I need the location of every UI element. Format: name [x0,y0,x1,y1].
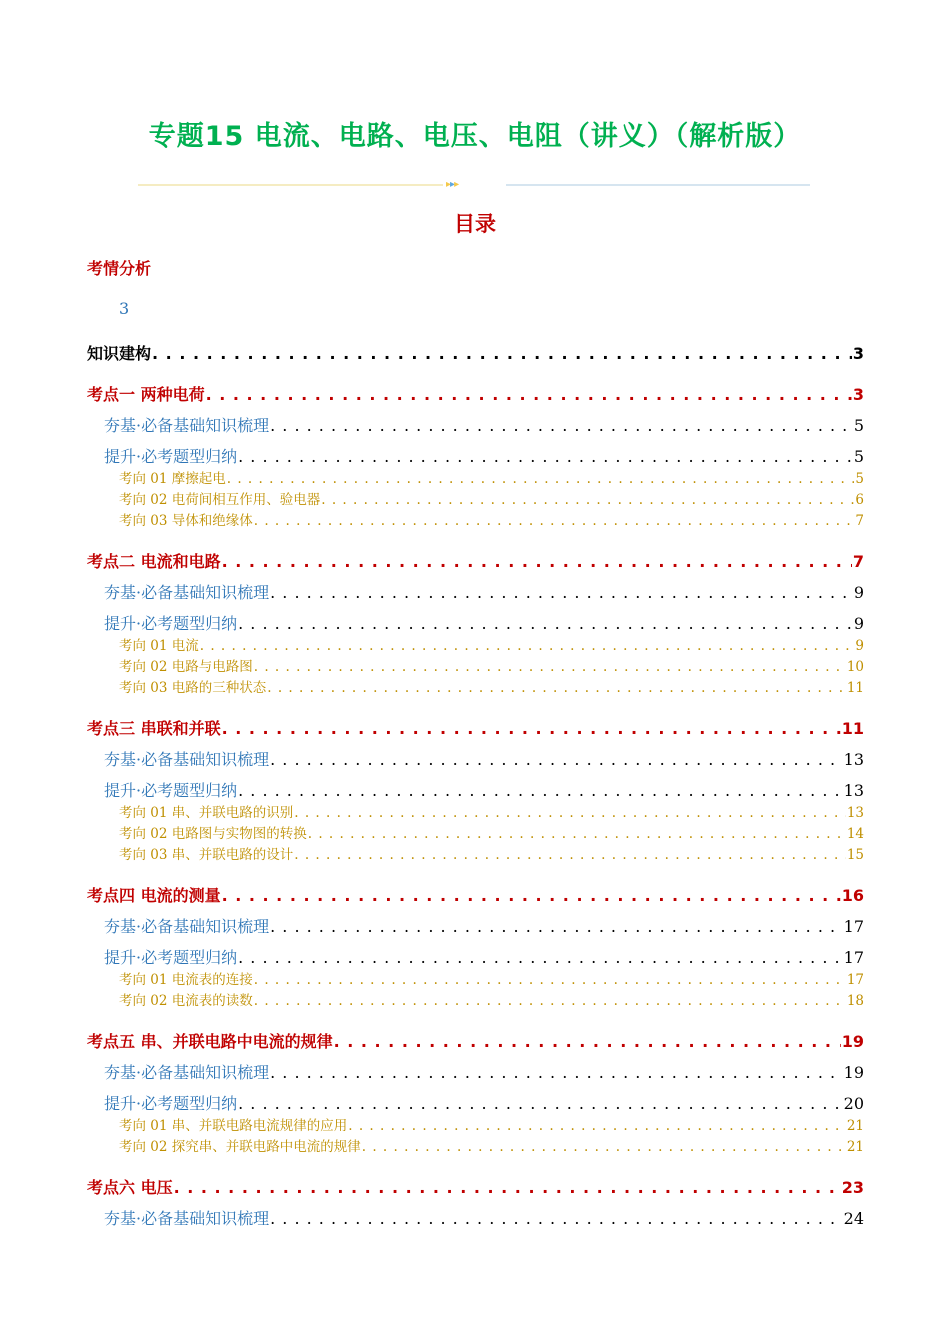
toc-entry[interactable] [87,883,864,907]
toc-entry-page: 21 [846,1139,864,1153]
toc-entry-analysis[interactable]: 考情分析 [87,259,152,278]
title-divider [138,178,810,192]
toc-leader-dots [270,1209,843,1228]
toc-leader-dots [222,552,852,571]
toc-entry[interactable] [104,778,864,802]
toc-entry[interactable] [87,716,864,740]
toc-leader-dots [348,1118,846,1132]
toc-entry[interactable] [119,634,864,652]
toc-entry-page: 5 [855,471,864,485]
toc-entry-page: 17 [843,917,864,936]
toc-leader-dots [270,917,843,936]
toc-entry-page: 5 [853,447,864,466]
toc-entry-page: 5 [853,416,864,435]
toc-entry-label: 考点六 电压 [87,1178,173,1197]
toc-entry-page: 6 [855,492,864,506]
toc-entry-label: 知识建构 [87,344,152,363]
toc-leader-dots [294,805,846,819]
toc-entry[interactable] [119,989,864,1007]
toc-entry-label: 夯基·必备基础知识梳理 [104,416,270,435]
toc-entry-page: 18 [846,993,864,1007]
toc-entry[interactable] [104,1060,864,1084]
toc-entry[interactable] [119,822,864,840]
toc-entry[interactable] [104,611,864,635]
toc-leader-dots [206,385,852,404]
toc-entry-page: 3 [852,344,864,363]
toc-leader-dots [227,471,855,485]
toc-entry[interactable] [104,580,864,604]
toc-entry-page: 10 [846,659,864,673]
toc-leader-dots [222,719,841,738]
toc-entry[interactable] [104,1091,864,1115]
toc-entry-page: 19 [841,1032,864,1051]
toc-entry-page: 9 [853,583,864,602]
toc-entry-label: 考向 03 电路的三种状态 [119,680,267,694]
toc-leader-dots [254,513,855,527]
toc-entry-label: 夯基·必备基础知识梳理 [104,583,270,602]
toc-entry[interactable] [119,655,864,673]
toc-leader-dots [334,1032,841,1051]
toc-leader-dots [238,1094,843,1113]
toc-heading: 目录 [454,212,496,236]
toc-entry[interactable] [119,843,864,861]
toc-entry-label: 考点一 两种电荷 [87,385,205,404]
toc-entry-page: 11 [841,719,864,738]
toc-entry-page: 7 [855,513,864,527]
toc-entry[interactable] [119,488,864,506]
toc-entry-label: 夯基·必备基础知识梳理 [104,1209,270,1228]
toc-entry-label: 考点五 串、并联电路中电流的规律 [87,1032,333,1051]
toc-leader-dots [294,847,846,861]
toc-entry-label: 考点四 电流的测量 [87,886,221,905]
toc-entry-page: 9 [855,638,864,652]
toc-entry-page: 7 [852,552,864,571]
toc-entry[interactable] [87,382,864,406]
toc-leader-dots [254,659,846,673]
toc-entry-label: 夯基·必备基础知识梳理 [104,1063,270,1082]
toc-leader-dots [267,680,846,694]
toc-entry-page: 16 [841,886,864,905]
toc-leader-dots [222,886,841,905]
toc-entry-label: 考向 02 电路与电路图 [119,659,253,673]
toc-leader-dots [270,583,853,602]
toc-entry[interactable] [119,1114,864,1132]
toc-entry-page: 17 [843,948,864,967]
toc-entry-label: 考向 02 电路图与实物图的转换 [119,826,307,840]
toc-entry[interactable] [87,549,864,573]
toc-entry-label: 考向 01 串、并联电路的识别 [119,805,294,819]
toc-entry-page: 20 [843,1094,864,1113]
toc-entry-label: 考点三 串联和并联 [87,719,221,738]
toc-entry[interactable] [119,1135,864,1153]
toc-entry[interactable] [104,444,864,468]
toc-entry[interactable] [104,413,864,437]
toc-entry-label: 提升·必考题型归纳 [104,948,238,967]
toc-entry-page: 11 [846,680,864,694]
toc-entry-label: 考点二 电流和电路 [87,552,221,571]
toc-leader-dots [238,781,843,800]
toc-entry[interactable] [119,801,864,819]
toc-entry-page: 9 [853,614,864,633]
toc-entry-label: 考向 01 电流表的连接 [119,972,253,986]
toc-entry-label: 考向 03 导体和绝缘体 [119,513,253,527]
toc-leader-dots [238,614,853,633]
toc-entry-page: 17 [846,972,864,986]
document-title: 专题15 电流、电路、电压、电阻（讲义）（解析版） [148,121,802,152]
toc-entry-label: 夯基·必备基础知识梳理 [104,917,270,936]
toc-leader-dots [362,1139,846,1153]
toc-entry-label: 提升·必考题型归纳 [104,781,238,800]
toc-leader-dots [270,750,843,769]
toc-entry-page: 3 [852,385,864,404]
toc-leader-dots [238,447,853,466]
toc-entry-label: 考向 02 电荷间相互作用、验电器 [119,492,321,506]
toc-entry-page: 23 [841,1178,864,1197]
toc-leader-dots [254,972,846,986]
toc-entry-page: 21 [846,1118,864,1132]
toc-entry-page: 19 [843,1063,864,1082]
toc-entry-label: 考向 01 摩擦起电 [119,471,226,485]
toc-entry[interactable] [87,341,864,365]
toc-leader-dots [308,826,846,840]
toc-leader-dots [174,1178,841,1197]
toc-entry-label: 考向 02 电流表的读数 [119,993,253,1007]
toc-entry[interactable] [119,676,864,694]
toc-leader-dots [238,948,843,967]
toc-entry[interactable] [119,467,864,485]
toc-leader-dots [270,416,853,435]
toc-entry-page: 13 [846,805,864,819]
toc-entry-label: 提升·必考题型归纳 [104,447,238,466]
toc-leader-dots [152,344,852,363]
toc-entry-page: 13 [843,781,864,800]
toc-entry[interactable] [104,914,864,938]
toc-entry[interactable] [87,1175,864,1199]
toc-entry-label: 考向 02 探究串、并联电路中电流的规律 [119,1139,361,1153]
divider-arrows-icon: ▸▸▸ [446,179,459,190]
toc-leader-dots [254,993,846,1007]
toc-entry-label: 提升·必考题型归纳 [104,614,238,633]
toc-entry[interactable] [104,747,864,771]
toc-entry-label: 考向 01 电流 [119,638,199,652]
toc-entry-page: 15 [846,847,864,861]
toc-entry[interactable] [104,945,864,969]
toc-entry-label: 考向 03 串、并联电路的设计 [119,847,294,861]
toc-entry-page: 14 [846,826,864,840]
toc-entry-page: 13 [843,750,864,769]
toc-entry[interactable] [119,968,864,986]
toc-entry-analysis-page[interactable]: 3 [119,299,130,318]
toc-leader-dots [321,492,854,506]
toc-entry-label: 夯基·必备基础知识梳理 [104,750,270,769]
toc-leader-dots [200,638,855,652]
toc-entry-label: 考向 01 串、并联电路电流规律的应用 [119,1118,348,1132]
toc-entry-page: 24 [843,1209,864,1228]
toc-leader-dots [270,1063,843,1082]
toc-entry[interactable] [104,1206,864,1230]
toc-entry-label: 提升·必考题型归纳 [104,1094,238,1113]
toc-entry[interactable] [87,1029,864,1053]
toc-entry[interactable] [119,509,864,527]
